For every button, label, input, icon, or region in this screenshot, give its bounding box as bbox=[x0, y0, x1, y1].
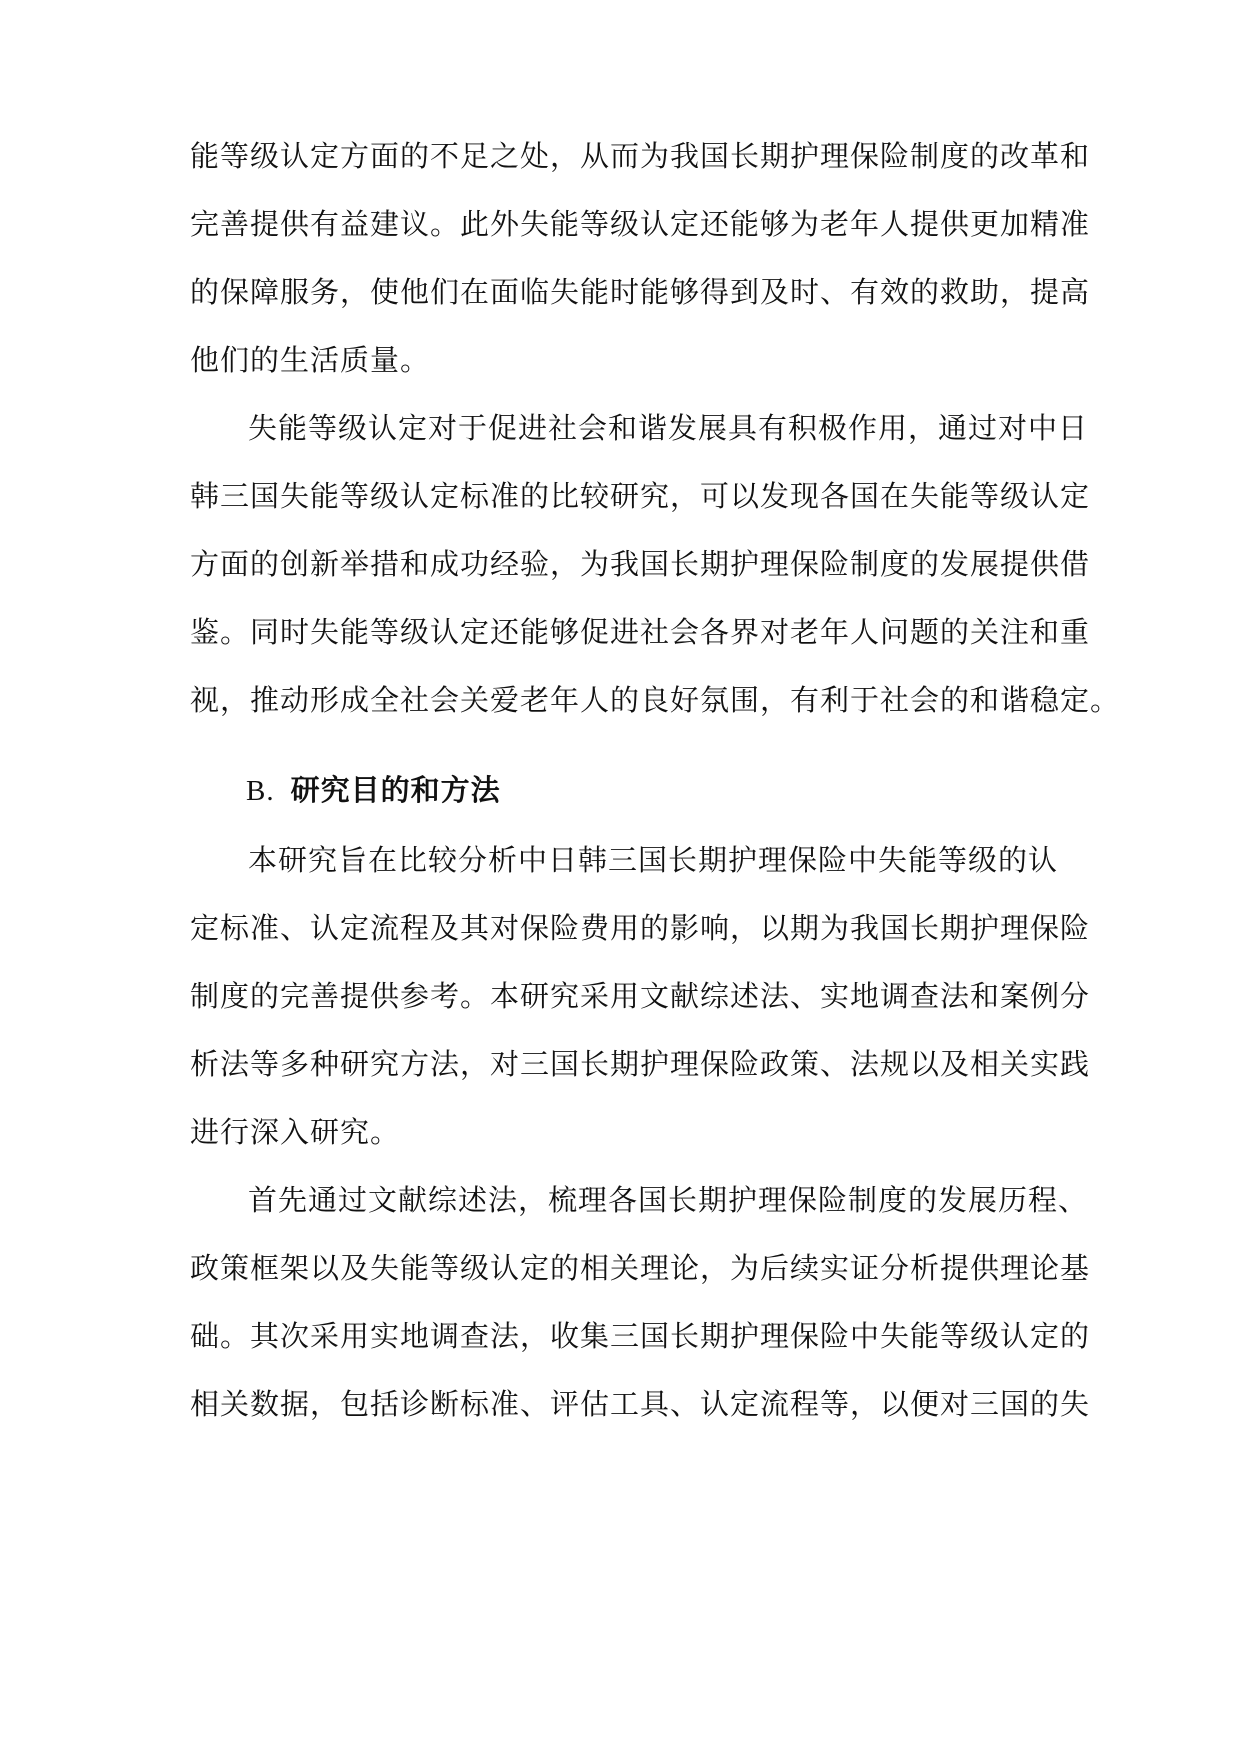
paragraph-line: 的保障服务，使他们在面临失能时能够得到及时、有效的救助，提高 bbox=[190, 275, 1091, 309]
paragraph-line: 政策框架以及失能等级认定的相关理论，为后续实证分析提供理论基 bbox=[190, 1251, 1091, 1285]
paragraph-line: 进行深入研究。 bbox=[190, 1115, 401, 1149]
paragraph-line: 首先通过文献综述法，梳理各国长期护理保险制度的发展历程、 bbox=[248, 1183, 1089, 1217]
paragraph-line: 析法等多种研究方法，对三国长期护理保险政策、法规以及相关实践 bbox=[190, 1047, 1091, 1081]
paragraph-line: 失能等级认定对于促进社会和谐发展具有积极作用，通过对中日 bbox=[248, 411, 1089, 445]
paragraph-line: 础。其次采用实地调查法，收集三国长期护理保险中失能等级认定的 bbox=[190, 1319, 1091, 1353]
paragraph-line: 鉴。同时失能等级认定还能够促进社会各界对老年人问题的关注和重 bbox=[190, 615, 1091, 649]
paragraph-line: 本研究旨在比较分析中日韩三国长期护理保险中失能等级的认 bbox=[248, 843, 1059, 877]
paragraph-line: 制度的完善提供参考。本研究采用文献综述法、实地调查法和案例分 bbox=[190, 979, 1091, 1013]
paragraph-line: 相关数据，包括诊断标准、评估工具、认定流程等，以便对三国的失 bbox=[190, 1387, 1091, 1421]
paragraph-line: 韩三国失能等级认定标准的比较研究，可以发现各国在失能等级认定 bbox=[190, 479, 1091, 513]
paragraph-line: 能等级认定方面的不足之处，从而为我国长期护理保险制度的改革和 bbox=[190, 139, 1091, 173]
paragraph-line: 视，推动形成全社会关爱老年人的良好氛围，有利于社会的和谐稳定。 bbox=[190, 683, 1121, 717]
section-title: 研究目的和方法 bbox=[290, 773, 501, 807]
paragraph-line: 他们的生活质量。 bbox=[190, 343, 431, 377]
paragraph-line: 方面的创新举措和成功经验，为我国长期护理保险制度的发展提供借 bbox=[190, 547, 1091, 581]
paragraph-line: 完善提供有益建议。此外失能等级认定还能够为老年人提供更加精准 bbox=[190, 207, 1091, 241]
section-heading bbox=[246, 770, 501, 811]
paragraph-line: 定标准、认定流程及其对保险费用的影响，以期为我国长期护理保险 bbox=[190, 911, 1091, 945]
section-number: B. bbox=[246, 775, 275, 807]
